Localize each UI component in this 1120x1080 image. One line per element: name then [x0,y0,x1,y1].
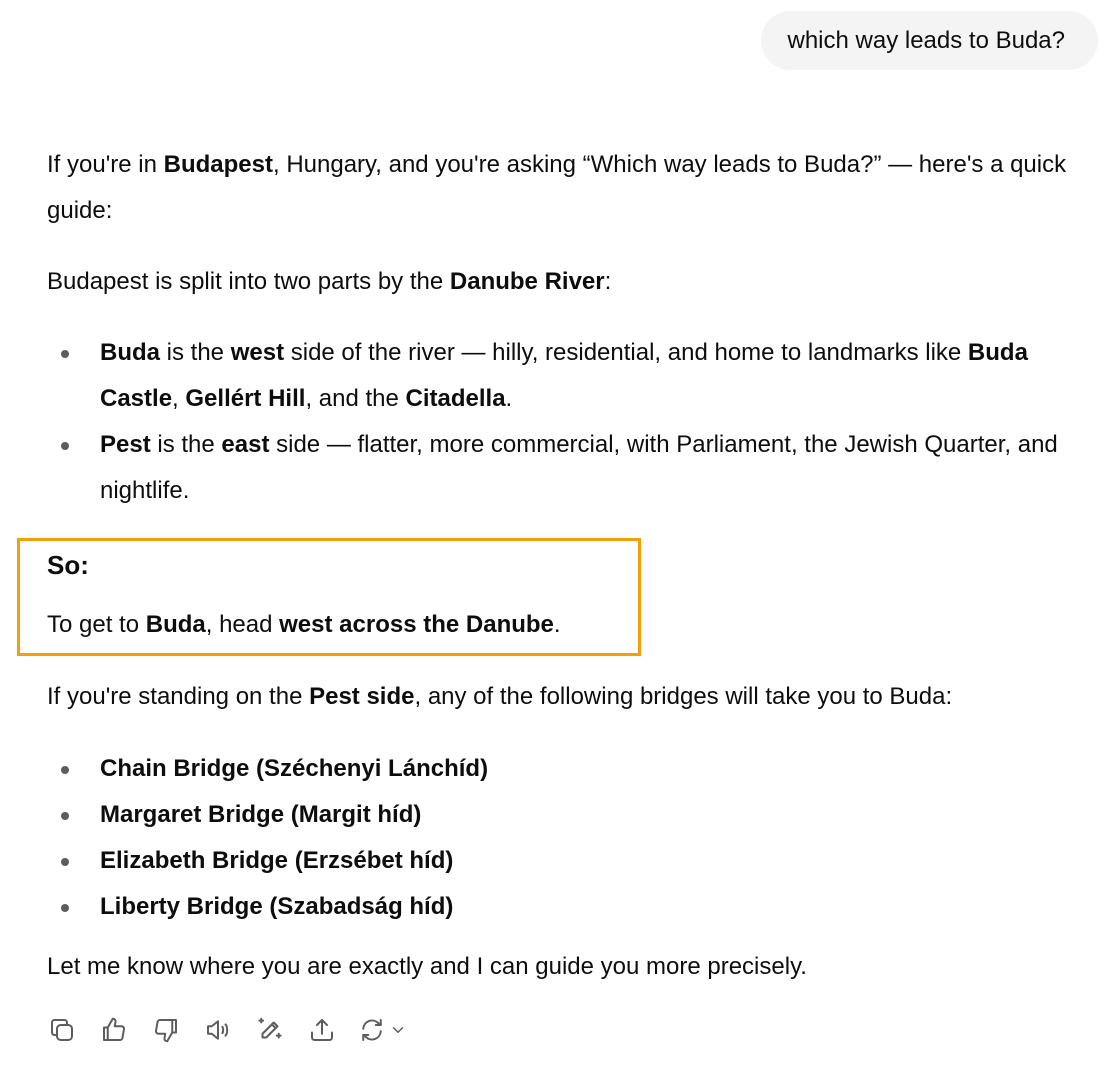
list-item [47,838,1097,884]
east-bold: east [221,431,270,458]
edit-button[interactable] [248,1008,292,1052]
share-button[interactable] [300,1008,344,1052]
split-text-1: Budapest is split into two parts by the [47,268,450,295]
copy-button[interactable] [40,1008,84,1052]
regenerate-button[interactable] [352,1008,412,1052]
user-message-text: which way leads to Buda? [787,27,1065,54]
so-paragraph [47,602,561,648]
bridge-liberty: Liberty Bridge (Szabadság híd) [100,893,454,920]
pest-bold: Pest [100,431,151,458]
bridge-chain: Chain Bridge (Széchenyi Lánchíd) [100,755,489,782]
pest-side-bold: Pest side [309,683,415,710]
so-text-3: . [553,611,561,638]
buda-text-5: . [505,385,513,412]
thumbs-up-button[interactable] [92,1008,136,1052]
message-actions [40,1008,420,1052]
so-bold-buda: Buda [145,611,206,638]
bridges-section [47,674,1097,990]
pest-side-text-2: , any of the following bridges will take you to Buda: [414,683,953,710]
copy-icon [47,1015,77,1045]
list-item-pest [47,422,1097,514]
intro-bold-budapest: Budapest [163,151,273,178]
buda-text-1: is the [160,339,231,366]
intro-text-2: , Hungary, and you're asking “Which way leads to Buda?” — here's a quick guide: [47,151,1067,224]
buda-text-3: , [172,385,186,412]
pest-text-1: is the [150,431,222,458]
pest-side-text-1: If you're standing on the [47,683,310,710]
assistant-answer [47,142,1097,514]
regenerate-icon [357,1015,387,1045]
pest-text-2: side — flatter, more commercial, with Parliament, the Jewish Quarter, and nightlife. [100,431,1058,504]
bridge-margaret: Margaret Bridge (Margit híd) [100,801,422,828]
list-item-buda [47,330,1097,422]
intro-text-1: If you're in [47,151,164,178]
sides-list [47,330,1097,514]
split-text-2: : [604,268,612,295]
buda-castle-bold: Buda Castle [100,339,1028,412]
citadella-bold: Citadella [405,385,506,412]
read-aloud-button[interactable] [196,1008,240,1052]
west-bold: west [230,339,285,366]
read-aloud-icon [203,1015,233,1045]
thumbs-down-icon [151,1015,181,1045]
buda-bold: Buda [100,339,160,366]
thumbs-up-icon [99,1015,129,1045]
thumbs-down-button[interactable] [144,1008,188,1052]
gellert-hill-bold: Gellért Hill [185,385,306,412]
buda-text-4: , and the [305,385,406,412]
user-message-bubble [761,11,1099,70]
share-icon [307,1015,337,1045]
so-heading: So: [47,550,89,580]
closing-paragraph: Let me know where you are exactly and I can guide you more precisely. [47,953,807,980]
chevron-down-icon [389,1021,407,1039]
list-item [47,746,1097,792]
edit-icon [255,1015,285,1045]
so-text-1: To get to [47,611,146,638]
list-item [47,792,1097,838]
split-bold-danube: Danube River [449,268,605,295]
pest-side-paragraph [47,674,1097,720]
split-paragraph [47,259,1097,305]
buda-text-2: side of the river — hilly, residential, and home to landmarks like [284,339,968,366]
bridges-list [47,746,1097,930]
list-item [47,884,1097,930]
so-text-2: , head [205,611,280,638]
bridge-elizabeth: Elizabeth Bridge (Erzsébet híd) [100,847,454,874]
intro-paragraph [47,142,1097,234]
so-bold-west: west across the Danube [279,611,554,638]
